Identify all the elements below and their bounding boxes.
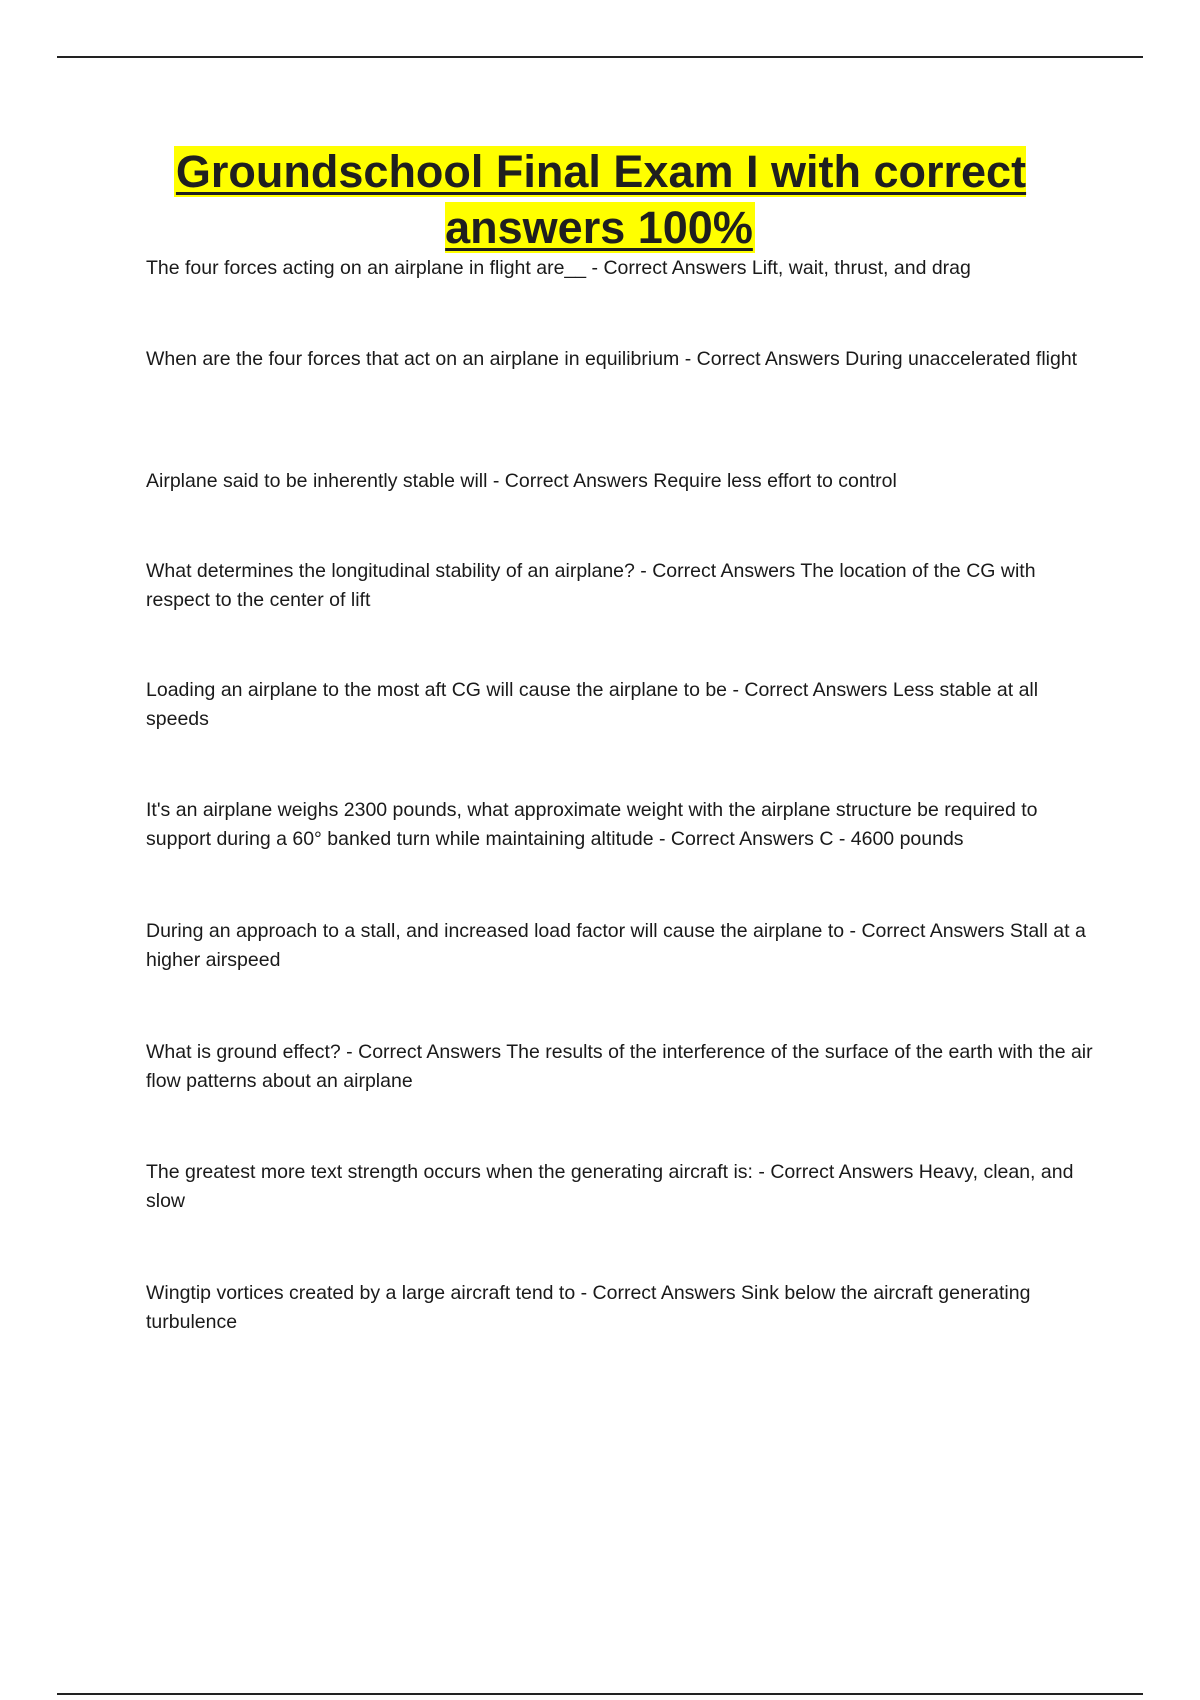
separator: - [752,1161,771,1183]
qa-item [146,1158,1096,1216]
qa-item [146,917,1096,975]
qa-item [146,1038,1096,1096]
qa-item [146,1279,1096,1337]
separator: - [487,470,505,492]
question-text: What determines the longitudinal stability of an airplane? [146,560,635,582]
question-text: What is ground effect? [146,1041,341,1063]
answer-text: The results of the interference of the surface of the earth with the air flow patterns about an airplane [146,1041,1093,1092]
answer-text: Require less effort to control [653,470,897,492]
separator: - [679,348,697,370]
separator: - [575,1282,593,1304]
answer-text: Heavy, clean, and slow [146,1161,1074,1212]
answer-prefix: Correct Answers [770,1161,914,1183]
qa-item [146,254,1096,283]
answer-text: The location of the CG with respect to the center of lift [146,560,1036,611]
question-text: The greatest more text strength occurs when the generating aircraft is: [146,1161,753,1183]
separator: - [653,828,671,850]
answer-text: Lift, wait, thrust, and drag [751,257,971,279]
qa-item [146,345,1096,374]
qa-item [146,557,1096,615]
separator: - [340,1041,359,1063]
separator: - [586,257,604,279]
separator: - [727,679,745,701]
question-text: During an approach to a stall, and increased load factor will cause the airplane to [146,920,845,942]
qa-item [146,796,1096,854]
separator: - [634,560,653,582]
answer-text: During unaccelerated flight [845,348,1078,370]
answer-prefix: Correct Answers [744,679,888,701]
answer-text: Sink below the aircraft generating turbulence [146,1282,1031,1333]
answer-text: Less stable at all speeds [146,679,1039,730]
answer-prefix: Correct Answers [358,1041,502,1063]
question-text: When are the four forces that act on an airplane in equilibrium [146,348,680,370]
title-highlight: Groundschool Final Exam I with correct answers 100% [175,146,1027,253]
question-text: The four forces acting on an airplane in flight are__ [146,257,587,279]
question-text: Wingtip vortices created by a large aircraft tend to [146,1282,576,1304]
qa-item [146,676,1096,734]
answer-prefix: Correct Answers [696,348,840,370]
bottom-rule [57,1693,1143,1695]
answer-prefix: Correct Answers [652,560,796,582]
answer-prefix: Correct Answers [861,920,1005,942]
question-text: Airplane said to be inherently stable will [146,470,488,492]
answer-text: C - 4600 pounds [819,828,964,850]
question-text: It's an airplane weighs 2300 pounds, what approximate weight with the airplane structure be required to support during a 60° banked turn while maintaining altitude [146,799,1038,850]
answer-prefix: Correct Answers [504,470,648,492]
question-text: Loading an airplane to the most aft CG will cause the airplane to be [146,679,728,701]
answer-text: Stall at a higher airspeed [146,920,1086,971]
qa-item [146,467,1096,496]
answer-prefix: Correct Answers [592,1282,736,1304]
answer-prefix: Correct Answers [670,828,814,850]
separator: - [844,920,862,942]
answer-prefix: Correct Answers [603,257,747,279]
